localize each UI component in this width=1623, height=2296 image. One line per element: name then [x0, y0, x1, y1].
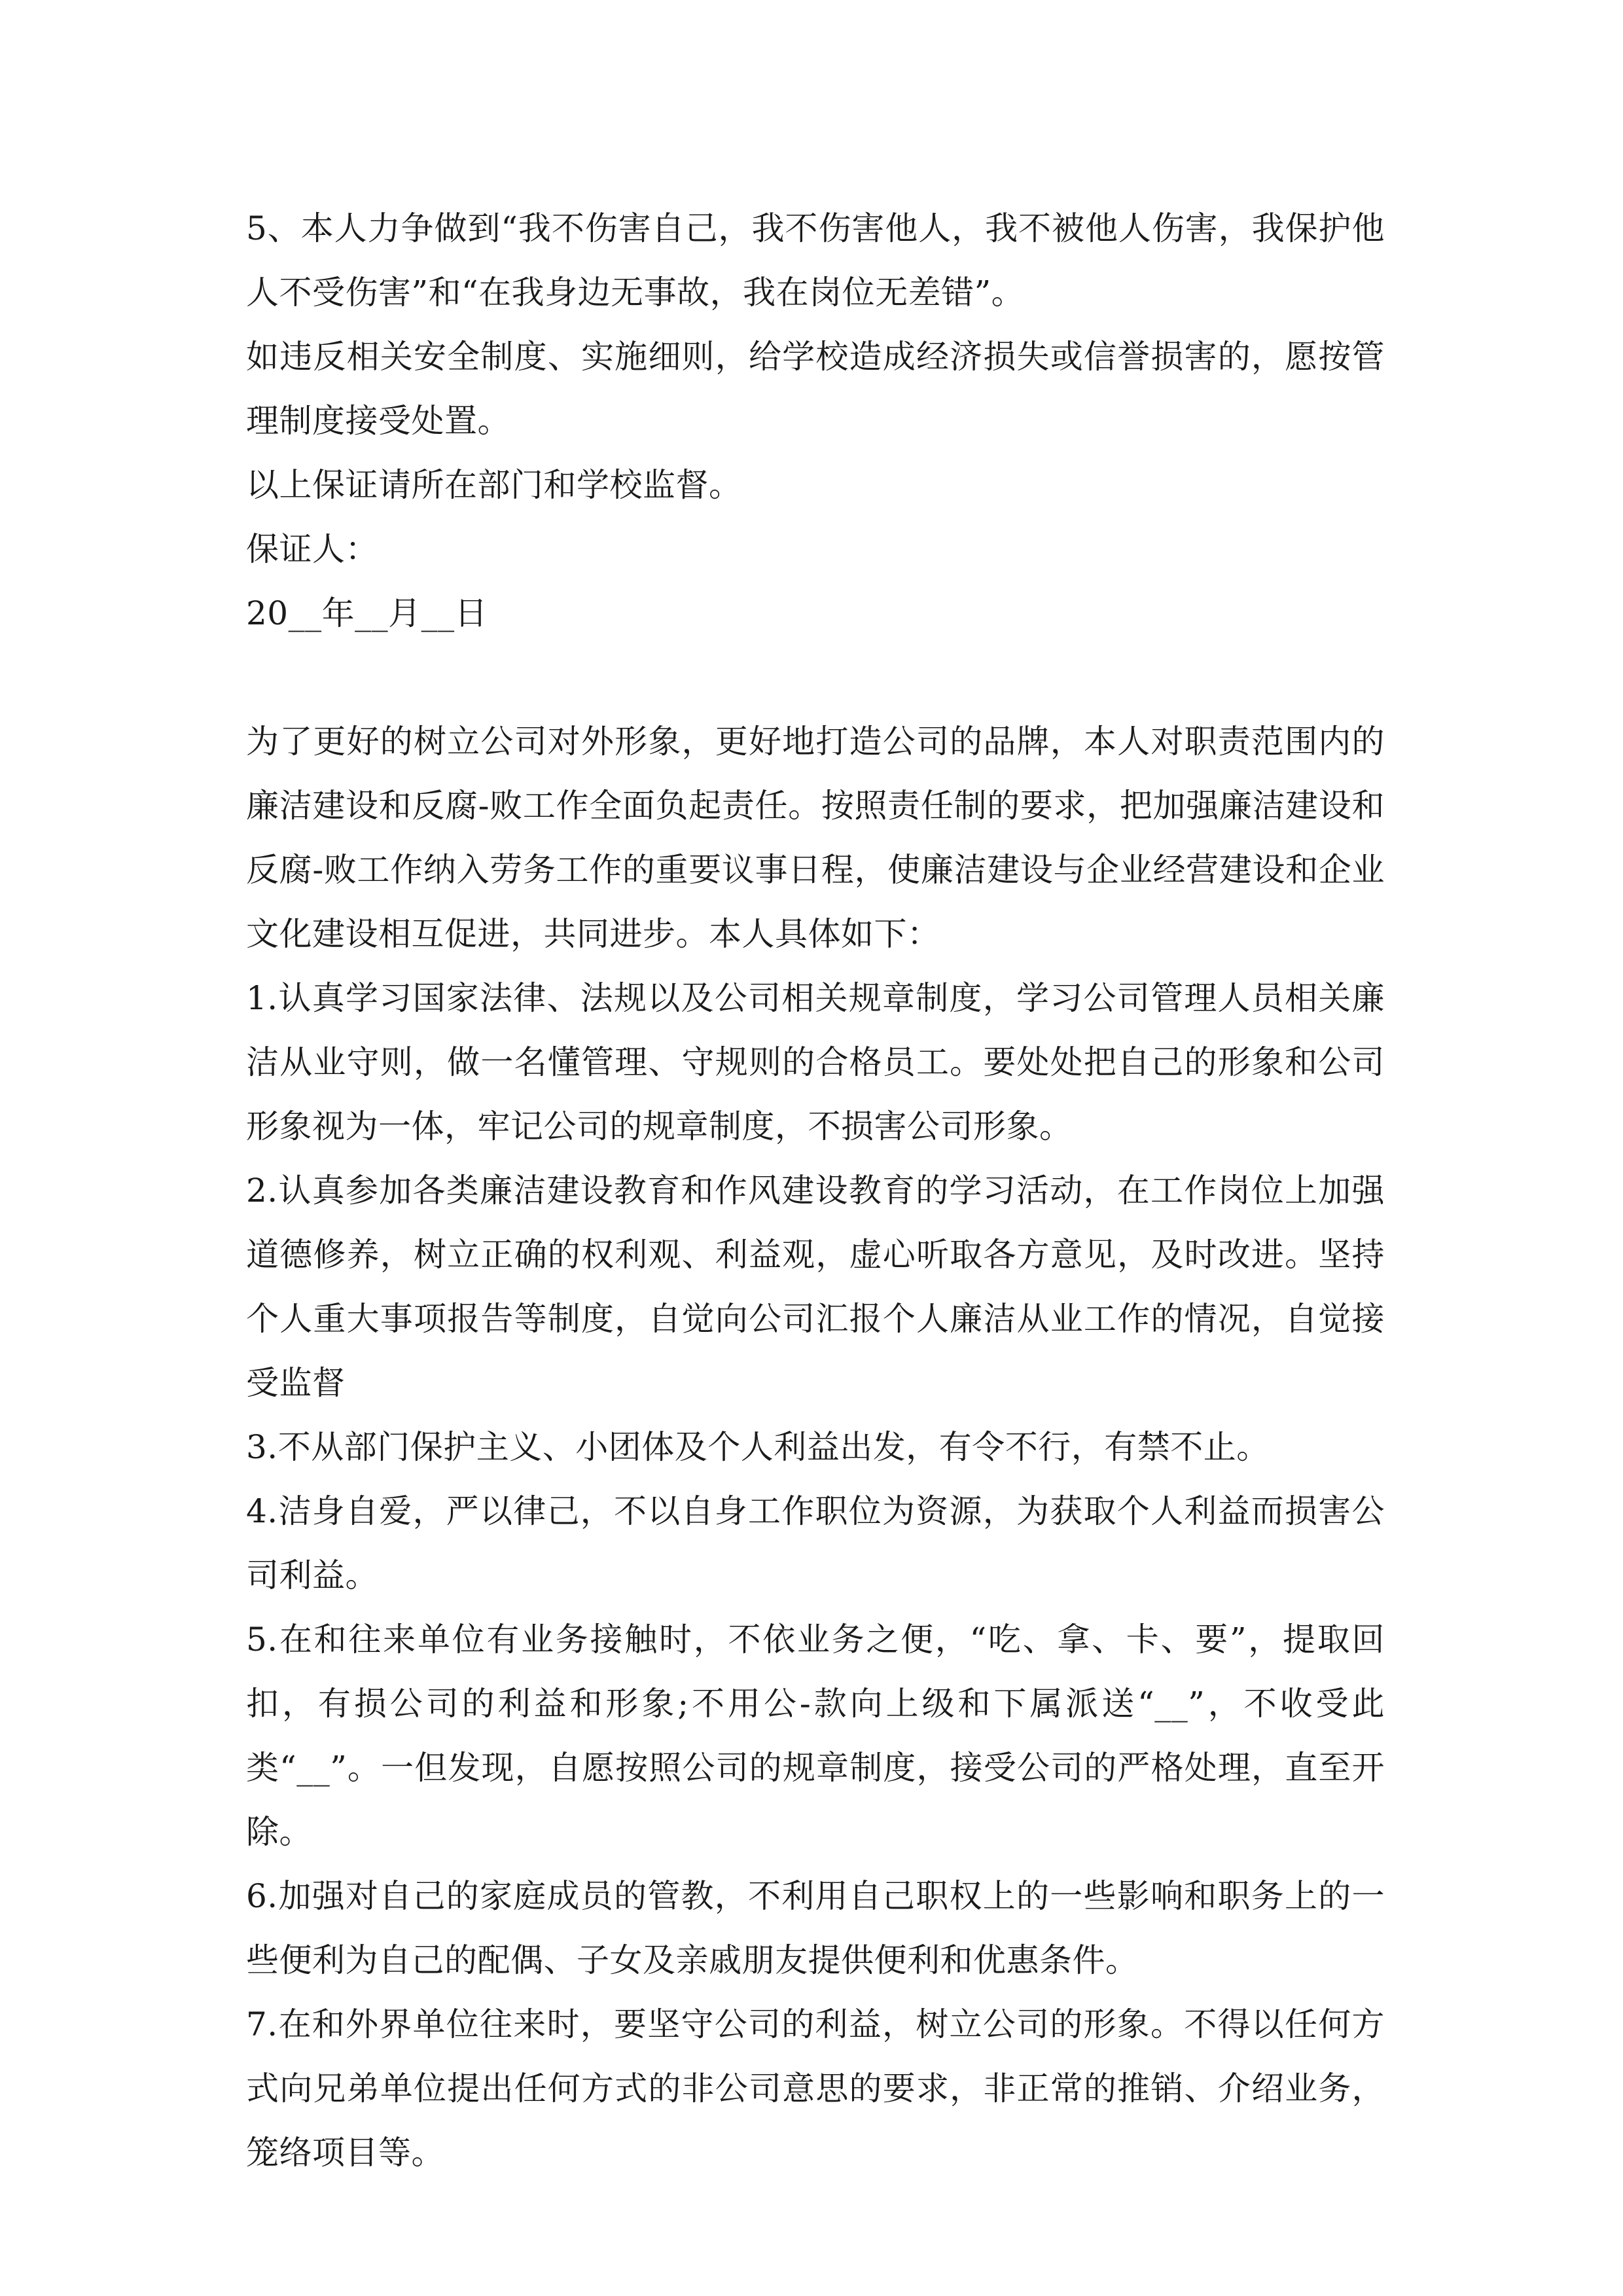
integrity-item-2: 2.认真参加各类廉洁建设教育和作风建设教育的学习活动，在工作岗位上加强道德修养，树立正确的权利观、利益观，虚心听取各方意见，及时改进。坚持个人重大事项报告等制度，自觉向公司汇报个人廉洁从业工作的情况，自觉接受监督: [246, 1172, 1385, 1402]
integrity-item-3: 3.不从部门保护主义、小团体及个人利益出发，有令不行，有禁不止。: [246, 1428, 1270, 1466]
date-line: 20__年__月__日: [246, 594, 488, 632]
integrity-pledge-section: [246, 709, 1385, 2185]
violation-clause: 如违反相关安全制度、实施细则，给学校造成经济损失或信誉损害的，愿按管理制度接受处置。: [246, 338, 1385, 440]
integrity-intro: 为了更好的树立公司对外形象，更好地打造公司的品牌，本人对职责范围内的廉洁建设和反腐-败工作全面负起责任。按照责任制的要求，把加强廉洁建设和反腐-败工作纳入劳务工作的重要议事日程，使廉洁建设与企业经营建设和企业文化建设相互促进，共同进步。本人具体如下：: [246, 723, 1385, 953]
guarantor-label: 保证人：: [246, 530, 378, 568]
safety-pledge-section: [246, 196, 1385, 645]
pledge-item-5: 5、本人力争做到“我不伤害自己，我不伤害他人，我不被他人伤害，我保护他人不受伤害”和“在我身边无事故，我在岗位无差错”。: [246, 209, 1385, 312]
supervision-note: 以上保证请所在部门和学校监督。: [246, 466, 742, 504]
integrity-item-1: 1.认真学习国家法律、法规以及公司相关规章制度，学习公司管理人员相关廉洁从业守则，做一名懂管理、守规则的合格员工。要处处把自己的形象和公司形象视为一体，牢记公司的规章制度，不损害公司形象。: [246, 979, 1385, 1145]
integrity-item-6: 6.加强对自己的家庭成员的管教，不利用自己职权上的一些影响和职务上的一些便利为自己的配偶、子女及亲戚朋友提供便利和优惠条件。: [246, 1877, 1385, 1979]
integrity-item-5: 5.在和往来单位有业务接触时，不依业务之便，“吃、拿、卡、要”，提取回扣，有损公司的利益和形象;不用公-款向上级和下属派送“__”，不收受此类“__”。一但发现，自愿按照公司的规章制度，接受公司的严格处理，直至开除。: [246, 1621, 1385, 1851]
integrity-item-7: 7.在和外界单位往来时，要坚守公司的利益，树立公司的形象。不得以任何方式向兄弟单位提出任何方式的非公司意思的要求，非正常的推销、介绍业务，笼络项目等。: [246, 2005, 1385, 2172]
document-body: [246, 196, 1385, 2185]
integrity-item-4: 4.洁身自爱，严以律己，不以自身工作职位为资源，为获取个人利益而损害公司利益。: [246, 1492, 1385, 1594]
